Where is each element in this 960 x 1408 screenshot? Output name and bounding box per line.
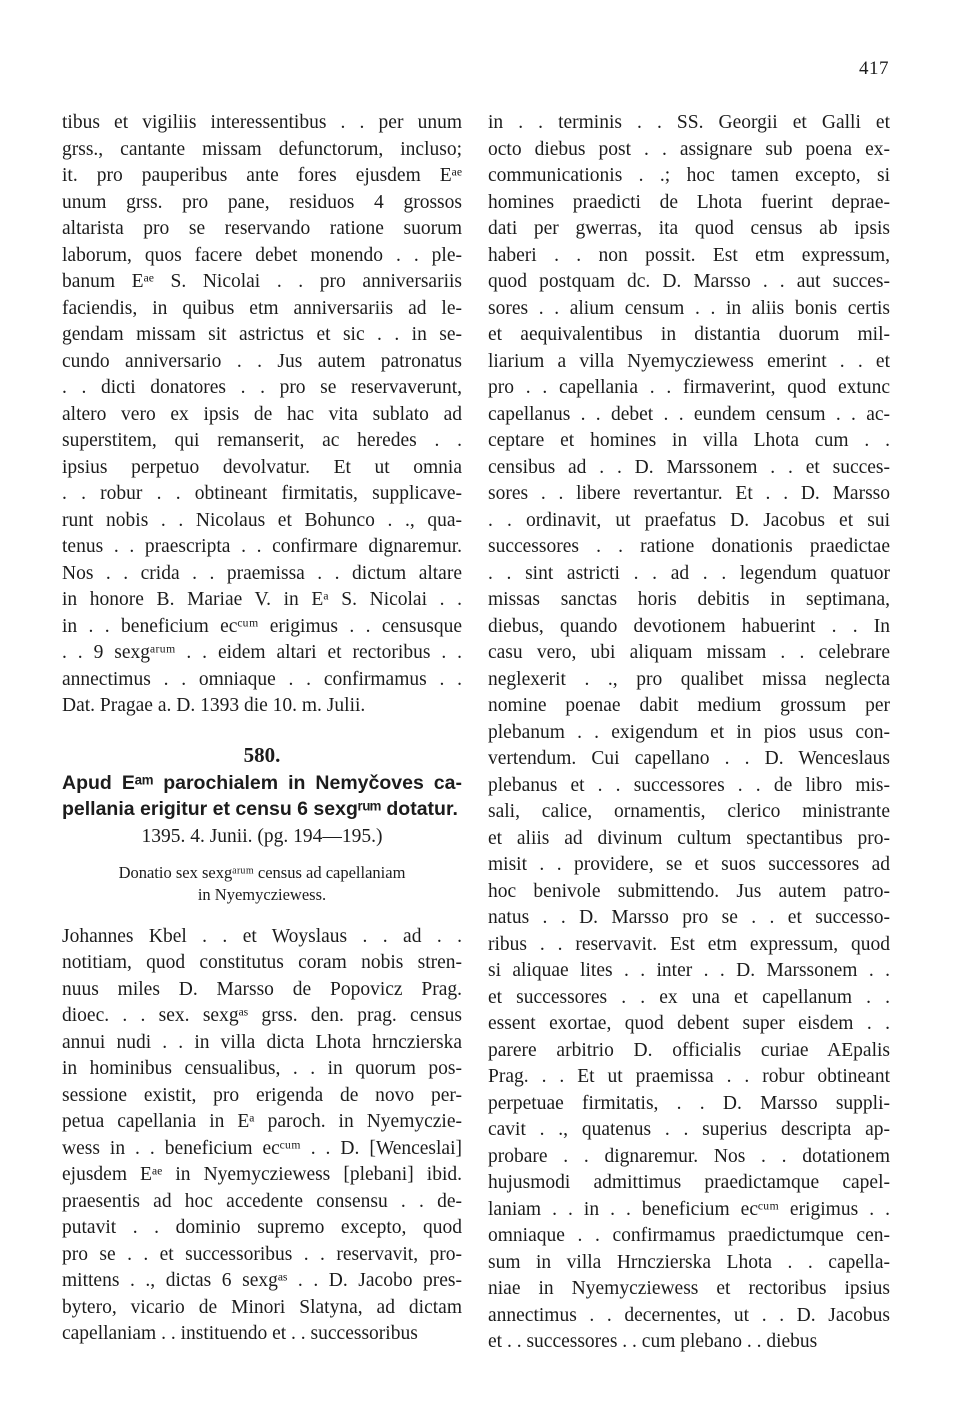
text-line: ipsius perpetuo devolvatur. Et ut omnia	[62, 456, 462, 478]
text-line: missas sanctas horis debitis in septimana,	[488, 589, 890, 610]
text-line: neglexerit . ., pro qualibet missa neglecta	[488, 668, 890, 690]
document-number: 580.	[243, 742, 281, 767]
text-line: praesentis ad hoc accedente consensu . . de-	[62, 1190, 462, 1212]
text-line: plebanus et . . successores . . de libro mis-	[488, 774, 890, 796]
text-line: superstitem, qui remanserit, ac heredes . .	[62, 430, 462, 451]
text-line: runt nobis . . Nicolaus et Bohunco . ., qua-	[62, 509, 462, 531]
text-line: nuus miles D. Marsso de Popovicz Prag.	[62, 978, 462, 1000]
text-line: grss., cantante missam defunctorum, incluso;	[62, 138, 462, 160]
text-line: . . 9 sexgᵃʳᵘᵐ . . eidem altari et rectoribus . .	[62, 642, 462, 663]
right-column	[488, 110, 890, 1356]
text-line: et aequivalentibus in distantia duorum mil-	[488, 324, 890, 345]
regest-line: in Nyemycziewess.	[197, 884, 327, 904]
text-line: sessione existit, pro erigenda de novo per-	[62, 1084, 462, 1106]
heading-line: pellania erigitur et censu 6 sexgʳᵘᵐ dotatur.	[62, 797, 458, 820]
text-line: notitiam, quod constitutus coram nobis stren-	[62, 952, 462, 973]
text-line: pro . . capellania . . firmaverint, quod extunc	[488, 377, 890, 398]
text-line: parere arbitrio D. officialis curiae AEpalis	[488, 1039, 890, 1061]
document-regest	[62, 862, 462, 906]
text-line: censibus ad . . D. Marssonem . . et succes-	[488, 456, 890, 478]
heading-line: Apud Eᵃᵐ parochialem in Nemyčoves ca-	[62, 771, 462, 794]
text-line: tenus . . praescripta . . confirmare dignaremur.	[62, 536, 462, 557]
text-line: diebus, quando devotionem habuerint . . In	[488, 615, 890, 637]
left-text-before-heading	[62, 110, 462, 720]
text-line: nomine poenae dabit medium grossum per	[488, 695, 890, 716]
text-line: cundo anniversario . . Jus autem patronatus	[62, 350, 462, 372]
text-line: dioec. . . sex. sexgᵃˢ grss. den. prag. census	[62, 1005, 462, 1026]
text-line: wess in . . beneficium ecᶜᵘᵐ . . D. [Wenceslai]	[62, 1137, 462, 1159]
text-line: probare . . dignaremur. Nos . . dotationem	[488, 1145, 890, 1167]
text-line: sores . . alium censum . . in aliis bonis certis	[488, 297, 890, 319]
text-line: liarium a villa Nyemycziewess emerint . . et	[488, 350, 890, 372]
text-line: in . . beneficium ecᶜᵘᵐ erigimus . . censusque	[62, 615, 462, 637]
text-line: dati per gwerras, ita quod census ab ipsis	[488, 218, 890, 239]
text-line: haberi . . non possit. Est etm expressum,	[488, 244, 890, 266]
text-line: successores . . ratione donationis praedictae	[488, 536, 890, 557]
text-line: et successores . . ex una et capellanum . .	[488, 986, 890, 1008]
text-line: et . . successores . . cum plebano . . diebus	[488, 1331, 818, 1352]
text-line: laborum, quos facere debet monendo . . ple-	[62, 244, 462, 266]
text-line: in honore B. Mariae V. in Eᵃ S. Nicolai . .	[62, 589, 462, 610]
text-line: annectimus . . decernentes, ut . . D. Jacobus	[488, 1304, 890, 1326]
text-line: pro se . . et successoribus . . reservavit, pro-	[62, 1243, 462, 1265]
text-line: annui nudi . . in villa dicta Lhota hrnczierska	[62, 1031, 462, 1053]
text-line: mittens . ., dictas 6 sexgᵃˢ . . D. Jacobo pres-	[62, 1270, 462, 1291]
text-line: . . ordinavit, ut praefatus D. Jacobus et sui	[488, 509, 890, 531]
text-line: . . sint astricti . . ad . . legendum quatuor	[488, 562, 890, 584]
regest-line: Donatio sex sexgᵃʳᵘᵐ census ad capellaniam	[118, 862, 406, 882]
document-heading	[62, 770, 462, 822]
document-date: 1395. 4. Junii. (pg. 194—195.)	[141, 825, 383, 847]
left-column	[62, 110, 462, 1348]
text-line: laniam . . in . . beneficium ecᶜᵘᵐ erigimus . .	[488, 1198, 890, 1220]
text-line: vertendum. Cui capellano . . D. Wenceslaus	[488, 748, 890, 769]
text-line: misit . . providere, se et suos successores ad	[488, 854, 890, 875]
text-line: communicationis . .; hoc tamen excepto, si	[488, 165, 890, 186]
text-line: ceptare et homines in villa Lhota cum . .	[488, 430, 890, 451]
text-line: octo diebus post . . assignare sub poena ex-	[488, 138, 890, 160]
text-line: hoc benivole submittendo. Jus autem patro-	[488, 880, 890, 902]
text-line: ribus . . reservavit. Est etm expressum, quod	[488, 933, 890, 955]
text-line: tibus et vigiliis interessentibus . . per unum	[62, 112, 462, 133]
text-line: et aliis ad divinum cultum spectantibus pro-	[488, 827, 890, 849]
text-line: Prag. . . Et ut praemissa . . robur obtineant	[488, 1066, 890, 1087]
text-line: . . dicti donatores . . pro se reservaverunt,	[62, 377, 462, 398]
right-text	[488, 110, 890, 1356]
text-line: gendam missam sit astrictus et sic . . in se-	[62, 324, 462, 345]
text-line: sum in villa Hrnczierska Lhota . . capella-	[488, 1251, 890, 1273]
text-line: altarista pro se reservando ratione suorum	[62, 218, 462, 239]
text-line: faciendis, in quibus etm anniversariis ad le-	[62, 297, 462, 319]
text-line: cavit . ., quatenus . . superius descripta ap-	[488, 1119, 890, 1140]
text-line: altero vero ex ipsis de hac vita sublato ad	[62, 403, 462, 425]
text-line: petua capellania in Eᵃ paroch. in Nyemyczie-	[62, 1111, 462, 1132]
text-line: ejusdem Eᵃᵉ in Nyemycziewess [plebani] ibid.	[62, 1164, 462, 1185]
text-line: bytero, vicario de Minori Slatyna, ad dictam	[62, 1296, 462, 1318]
text-line: putavit . . dominio supremo excepto, quod	[62, 1217, 462, 1238]
text-line: sores . . libere revertantur. Et . . D. Marsso	[488, 483, 890, 504]
page-number: 417	[859, 58, 889, 79]
text-line: plebanum . . exigendum et in pios usus con-	[488, 721, 890, 743]
text-line: hujusmodi admittimus praedictamque capel-	[488, 1172, 890, 1193]
text-line: unum grss. pro pane, residuos 4 grossos	[62, 191, 462, 213]
text-line: capellanus . . debet . . eundem censum . . ac-	[488, 403, 890, 425]
text-line: sali, calice, ornamentis, clerico ministrante	[488, 801, 890, 822]
text-line: natus . . D. Marsso pro se . . et successo-	[488, 907, 890, 928]
text-line: in hominibus censualibus, . . in quorum pos-	[62, 1058, 462, 1079]
text-line: in . . terminis . . SS. Georgii et Galli et	[488, 112, 890, 133]
text-line: Dat. Pragae a. D. 1393 die 10. m. Julii.	[62, 695, 366, 716]
text-line: si aliquae lites . . inter . . D. Marssonem . .	[488, 960, 890, 981]
text-line: banum Eᵃᵉ S. Nicolai . . pro anniversariis	[62, 271, 462, 292]
text-line: Johannes Kbel . . et Woyslaus . . ad . .	[62, 925, 462, 947]
text-line: quod postquam dc. D. Marsso . . aut succes-	[488, 271, 890, 292]
text-line: omniaque . . confirmamus praedictumque cen-	[488, 1225, 890, 1246]
text-line: it. pro pauperibus ante fores ejusdem Eᵃᵉ	[62, 165, 462, 186]
text-line: casu vero, ubi aliquam missam . . celebrare	[488, 642, 890, 663]
left-text-after-heading	[62, 924, 462, 1348]
text-line: capellaniam . . instituendo et . . successoribus	[62, 1323, 418, 1344]
text-line: perpetuae firmitatis, . . D. Marsso suppli-	[488, 1092, 890, 1114]
text-line: essent exortae, quod debent super eisdem . .	[488, 1013, 890, 1034]
text-line: homines praedicti de Lhota fuerint deprae-	[488, 191, 890, 213]
text-line: niae in Nyemycziewess et rectoribus ipsius	[488, 1278, 890, 1299]
text-line: annectimus . . omniaque . . confirmamus . .	[62, 668, 462, 690]
text-line: Nos . . crida . . praemissa . . dictum altare	[62, 562, 462, 584]
text-line: . . robur . . obtineant firmitatis, supplicave-	[62, 483, 462, 504]
